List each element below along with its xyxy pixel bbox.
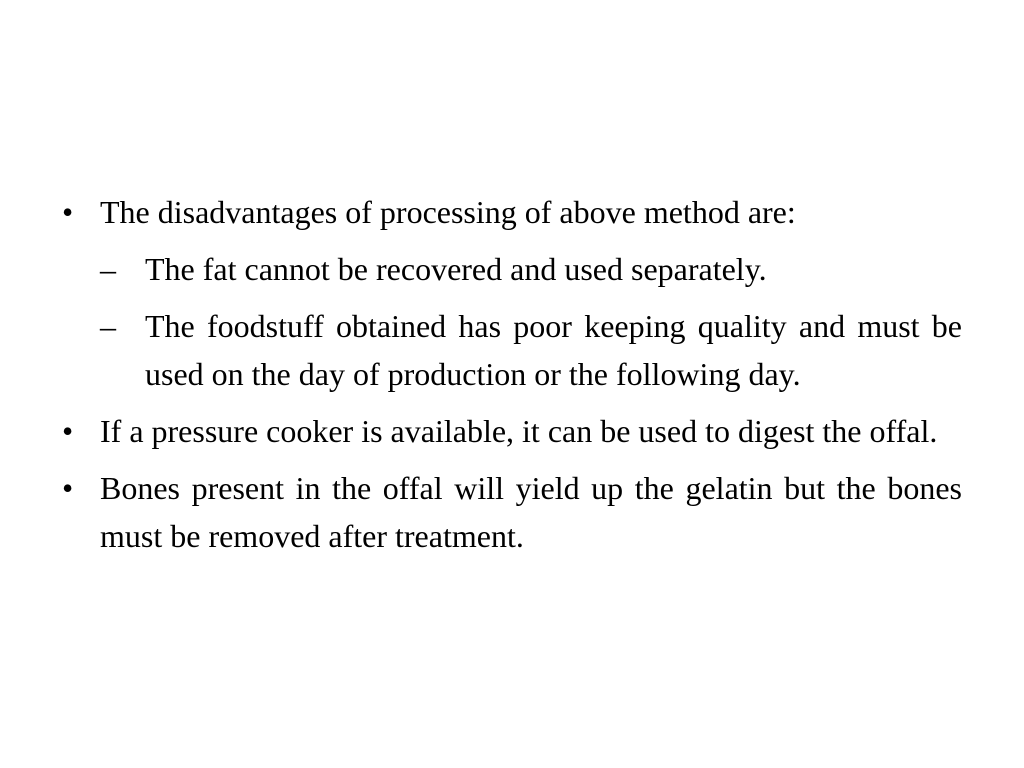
dash-marker: – <box>100 308 116 344</box>
dash-marker: – <box>100 251 116 287</box>
bullet-text: If a pressure cooker is available, it can be used to digest the offal. <box>100 413 938 449</box>
bullet-marker: • <box>62 470 74 506</box>
sub-bullet-text: The fat cannot be recovered and used separately. <box>145 251 767 287</box>
bullet-text: Bones present in the offal will yield up the gelatin but the bones must be removed after treatment. <box>100 470 962 554</box>
sub-bullet-text: The foodstuff obtained has poor keeping quality and must be used on the day of production or the following day. <box>145 308 962 392</box>
bullet-marker: • <box>62 413 74 449</box>
bullet-item <box>62 188 962 236</box>
bullet-list <box>62 188 962 569</box>
sub-bullet-item <box>100 245 962 293</box>
sub-bullet-item <box>100 302 962 398</box>
bullet-text: The disadvantages of processing of above method are: <box>100 194 796 230</box>
bullet-marker: • <box>62 194 74 230</box>
bullet-item <box>62 407 962 455</box>
bullet-item <box>62 464 962 560</box>
